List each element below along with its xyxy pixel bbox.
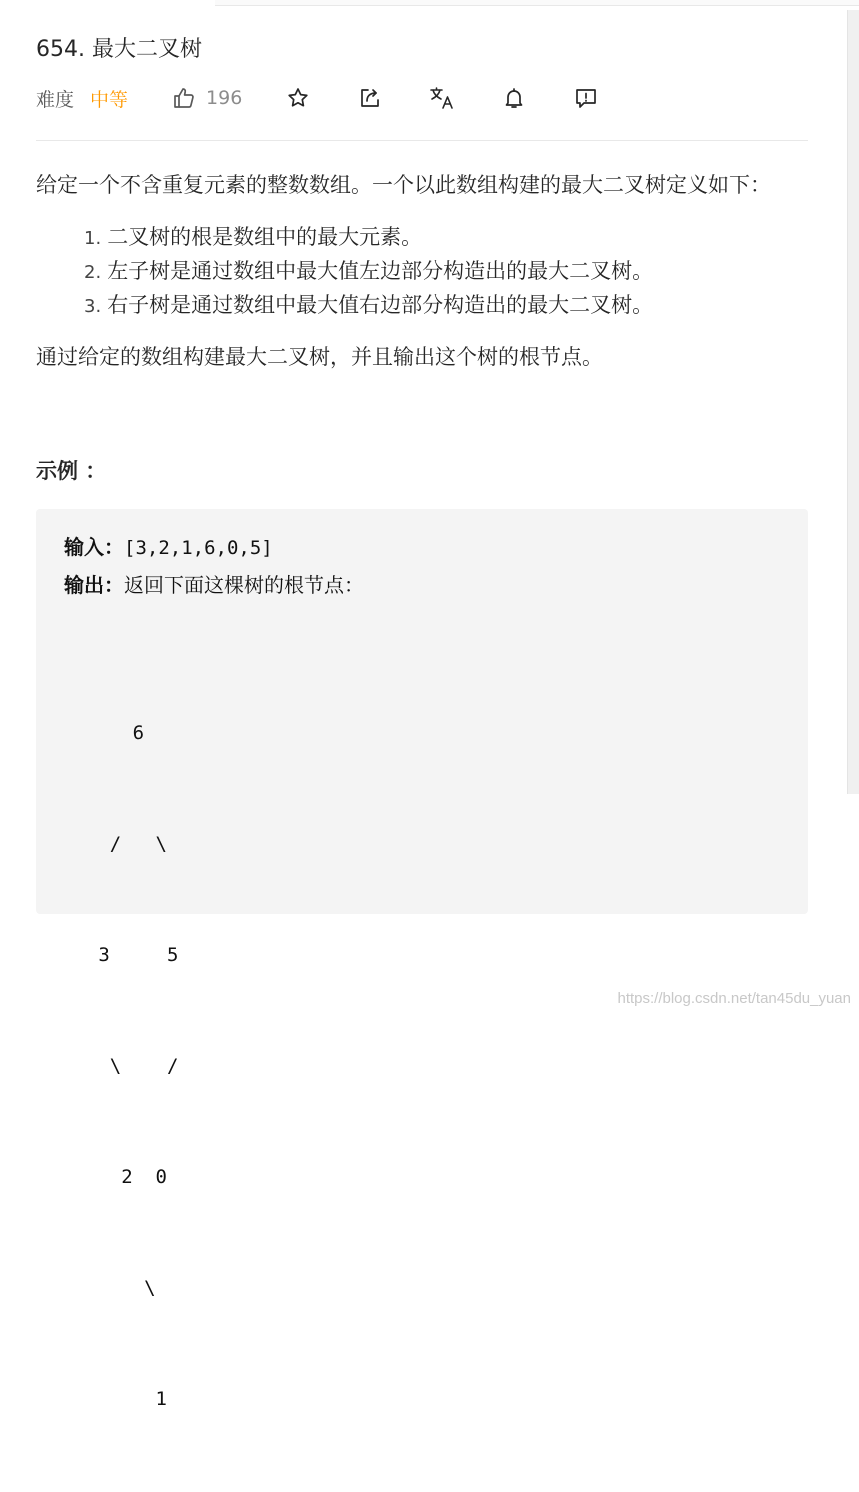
tree-line: 1 xyxy=(64,1388,167,1410)
list-number: 2. xyxy=(84,262,102,283)
like-button[interactable] xyxy=(172,86,242,110)
list-item xyxy=(84,289,808,323)
like-count: 196 xyxy=(206,87,243,109)
output-value: 返回下面这棵树的根节点： xyxy=(124,573,364,597)
difficulty-badge: 中等 xyxy=(90,88,129,111)
page-title: 654. 最大二叉树 xyxy=(36,37,202,62)
tree-line: / \ xyxy=(64,833,167,855)
notification-button[interactable] xyxy=(500,84,528,112)
tree-line: 6 xyxy=(64,722,145,744)
output-label: 输出： xyxy=(64,573,124,597)
tree-line: \ xyxy=(64,1277,156,1299)
watermark: https://blog.csdn.net/tan45du_yuan xyxy=(617,990,851,1007)
rules-list xyxy=(36,221,808,323)
divider xyxy=(36,140,808,141)
star-icon xyxy=(286,86,310,110)
example-input-line xyxy=(64,529,780,567)
feedback-button[interactable] xyxy=(572,84,600,112)
example-heading: 示例 ： xyxy=(36,459,107,483)
list-text: 二叉树的根是数组中的最大元素。 xyxy=(107,225,423,249)
problem-summary: 通过给定的数组构建最大二叉树，并且输出这个树的根节点。 xyxy=(36,345,603,369)
thumbs-up-icon xyxy=(172,86,196,110)
tree-line: 2 0 xyxy=(64,1166,167,1188)
favorite-button[interactable] xyxy=(284,84,312,112)
bell-icon xyxy=(502,86,526,110)
top-strip xyxy=(215,0,859,6)
translate-icon xyxy=(429,85,455,111)
list-number: 1. xyxy=(84,228,102,249)
input-value: [3,2,1,6,0,5] xyxy=(124,537,273,559)
scrollbar[interactable] xyxy=(847,10,859,794)
list-number: 3. xyxy=(84,296,102,317)
share-button[interactable] xyxy=(356,84,384,112)
list-text: 左子树是通过数组中最大值左边部分构造出的最大二叉树。 xyxy=(107,259,654,283)
translate-button[interactable] xyxy=(428,84,456,112)
list-item xyxy=(84,255,808,289)
list-item xyxy=(84,221,808,255)
example-output-line xyxy=(64,567,780,604)
problem-meta-bar xyxy=(36,78,808,118)
example-tree xyxy=(64,641,780,1492)
tree-line: 3 5 xyxy=(64,944,179,966)
problem-description: 给定一个不含重复元素的整数数组。一个以此数组构建的最大二叉树定义如下： xyxy=(36,173,771,197)
list-text: 右子树是通过数组中最大值右边部分构造出的最大二叉树。 xyxy=(107,293,654,317)
share-icon xyxy=(358,86,382,110)
difficulty-label: 难度 xyxy=(36,88,75,111)
feedback-icon xyxy=(574,86,598,110)
input-label: 输入： xyxy=(64,535,124,559)
tree-line: \ / xyxy=(64,1055,179,1077)
